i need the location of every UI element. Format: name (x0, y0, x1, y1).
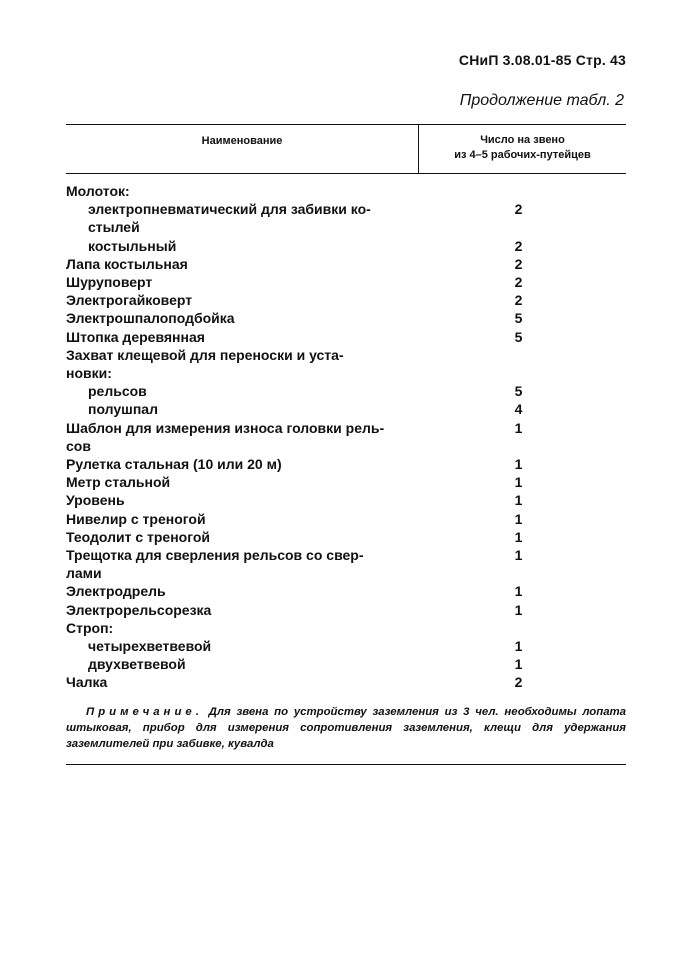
note-label: Примечание. (86, 706, 203, 718)
row-count: 1 (514, 638, 523, 655)
column-header-count-line2: из 4–5 рабочих-путейцев (454, 149, 591, 161)
row-count (399, 364, 626, 382)
row-count (399, 564, 626, 582)
table-row (66, 473, 626, 491)
row-count: 1 (514, 419, 523, 436)
table-row (66, 655, 626, 673)
row-count (399, 437, 626, 455)
row-count (399, 218, 626, 236)
row-count: 1 (514, 547, 523, 564)
row-name: новки: (66, 365, 112, 382)
row-name: Строп: (66, 619, 114, 636)
row-name: Электрошпалоподбойка (66, 310, 235, 327)
row-name: Молоток: (66, 183, 130, 199)
table-row (66, 200, 626, 218)
row-count: 1 (514, 492, 523, 509)
row-name: полушпал (88, 401, 158, 418)
table-row (66, 237, 626, 255)
row-count: 2 (514, 237, 523, 254)
table-row (66, 255, 626, 273)
table-note (66, 704, 626, 752)
table-header (66, 125, 626, 174)
table-row (66, 218, 626, 236)
table-continuation-caption: Продолжение табл. 2 (459, 92, 624, 109)
row-name: Электрорельсорезка (66, 601, 212, 618)
table-row (66, 582, 626, 600)
row-count: 1 (514, 601, 523, 618)
column-header-count-line1: Число на звено (480, 134, 565, 146)
row-name: Рулетка стальная (10 или 20 м) (66, 456, 282, 473)
row-count: 2 (514, 674, 523, 691)
table-row (66, 346, 626, 364)
row-name: Шуруповерт (66, 274, 153, 291)
row-name: Электрогайковерт (66, 292, 193, 309)
row-name: лами (66, 565, 102, 582)
row-count: 2 (514, 255, 523, 272)
row-name: Теодолит с треногой (66, 528, 211, 545)
row-count: 5 (514, 383, 523, 400)
table-row (66, 619, 626, 637)
row-name: Лапа костыльная (66, 255, 188, 272)
table-body (66, 174, 626, 692)
row-count: 1 (514, 528, 523, 545)
row-count: 5 (514, 328, 523, 345)
table-row (66, 491, 626, 509)
table-row (66, 309, 626, 327)
row-count: 1 (514, 583, 523, 600)
row-count: 1 (514, 456, 523, 473)
page-header: СНиП 3.08.01-85 Стр. 43 (458, 52, 626, 68)
table-row (66, 273, 626, 291)
row-count: 4 (514, 401, 523, 418)
table-row (66, 455, 626, 473)
row-name: Чалка (66, 674, 108, 691)
row-count (399, 619, 626, 637)
row-name: стылей (88, 219, 140, 236)
row-name: Уровень (66, 492, 125, 509)
row-name: Трещотка для сверления рельсов со свер- (66, 547, 364, 564)
row-count: 2 (514, 201, 523, 218)
table-row (66, 546, 626, 564)
equipment-table (66, 124, 626, 692)
table-row (66, 510, 626, 528)
table-row (66, 291, 626, 309)
table-row (66, 364, 626, 382)
row-name: Штопка деревянная (66, 328, 205, 345)
row-name: четырехветвевой (88, 638, 212, 655)
row-count: 2 (514, 274, 523, 291)
row-name: Захват клещевой для переноски и уста- (66, 346, 344, 363)
row-name: рельсов (88, 383, 147, 400)
table-row (66, 564, 626, 582)
row-count: 1 (514, 510, 523, 527)
row-name: электропневматический для забивки ко- (88, 201, 371, 218)
row-count: 1 (514, 656, 523, 673)
table-row (66, 673, 626, 691)
table-row (66, 528, 626, 546)
row-count: 2 (514, 292, 523, 309)
table-row (66, 400, 626, 418)
row-count (399, 346, 626, 364)
note-text: Для звена по устройству заземления из 3 чел. необходимы лопата штыковая, прибор для измерения сопротивления заземления, клещи для удержания заземлителей при забивке, кувалда (66, 706, 626, 750)
table-row (66, 601, 626, 619)
row-name: двухветвевой (88, 656, 186, 673)
row-name: Шаблон для измерения износа головки рель- (66, 419, 385, 436)
table-bottom-rule (66, 764, 626, 765)
row-name: Электродрель (66, 583, 166, 600)
row-count (399, 182, 626, 200)
row-count: 1 (514, 474, 523, 491)
table-row (66, 419, 626, 437)
row-name: сов (66, 437, 91, 454)
table-row (66, 382, 626, 400)
row-name: Метр стальной (66, 474, 171, 491)
column-header-count (419, 125, 626, 173)
table-row (66, 637, 626, 655)
row-name: костыльный (88, 237, 177, 254)
table-row (66, 437, 626, 455)
row-count: 5 (514, 310, 523, 327)
row-name: Нивелир с треногой (66, 510, 206, 527)
column-header-name: Наименование (66, 125, 419, 173)
table-row (66, 328, 626, 346)
table-row (66, 182, 626, 200)
